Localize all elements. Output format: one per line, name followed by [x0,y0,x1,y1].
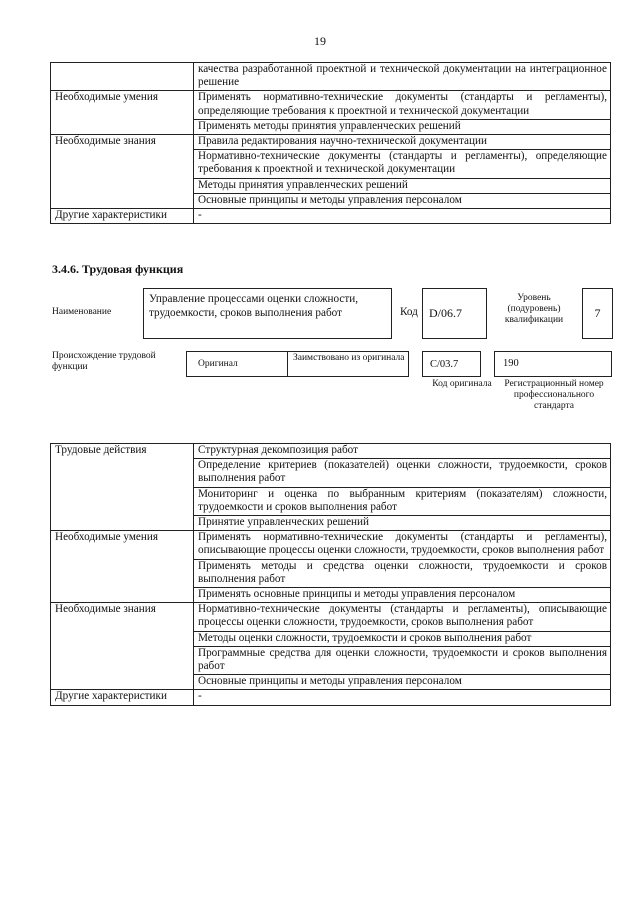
row-item: Основные принципы и методы управления персоналом [194,193,611,208]
function-code-box [422,288,487,339]
row-label [51,63,194,91]
row-item: Определение критериев (показателей) оценки сложности, трудоемкости, сроков выполнения работ [194,459,611,487]
row-label: Необходимые знания [51,135,194,209]
function-name-box [143,288,392,339]
table-row [51,209,611,224]
origin-reg-caption: Регистрационный номер профессионального стандарта [504,379,604,411]
table-row [51,690,611,705]
origin-code-caption: Код оригинала [432,379,492,389]
table-row [51,91,611,119]
origin-code-cell [422,351,481,377]
row-item: Применять нормативно-технические документы (стандарты и регламенты), описывающие процессы оценки сложности, трудоемкости, сроков выполнения работ [194,531,611,559]
function-details-table [50,443,611,706]
origin-code-value: C/03.7 [430,359,459,370]
origin-label: Происхождение трудовой функции [52,351,156,372]
row-item: Структурная декомпозиция работ [194,444,611,459]
row-item: Мониторинг и оценка по выбранным критериям (показателям) сложности, трудоемкости и сроков выполнения работ [194,487,611,515]
level-label: Уровень (подуровень) квалификации [504,293,564,325]
row-item: Применять методы принятия управленческих решений [194,119,611,134]
table-row [51,135,611,150]
name-label: Наименование [52,307,112,317]
level-value: 7 [594,306,601,320]
origin-reg-value: 190 [503,358,519,369]
row-label: Необходимые знания [51,603,194,690]
row-label: Необходимые умения [51,91,194,135]
origin-borrowed-text: Заимствовано из оригинала [293,353,405,363]
row-item: - [194,690,611,705]
origin-original-cell [186,351,288,377]
code-label: Код [400,306,418,318]
row-item: Методы принятия управленческих решений [194,178,611,193]
function-name-value: Управление процессами оценки сложности, трудоемкости, сроков выполнения работ [149,293,359,319]
row-item: Применять методы и средства оценки сложности, трудоемкости и сроков выполнения работ [194,559,611,587]
row-label: Необходимые умения [51,531,194,603]
row-item: Нормативно-технические документы (стандарты и регламенты), определяющие требования к проектной и технической документации [194,150,611,178]
origin-reg-cell [494,351,612,377]
row-label: Трудовые действия [51,444,194,531]
section-title: 3.4.6. Трудовая функция [52,262,184,276]
row-item: Программные средства для оценки сложности, трудоемкости и сроков выполнения работ [194,646,611,674]
row-item: Основные принципы и методы управления персоналом [194,675,611,690]
row-item: качества разработанной проектной и технической документации на интеграционное решение [194,63,611,91]
table-row [51,603,611,631]
origin-original-text: Оригинал [198,359,238,369]
table-row [51,444,611,459]
row-item: Методы оценки сложности, трудоемкости и сроков выполнения работ [194,631,611,646]
table-row [51,531,611,559]
page-number: 19 [314,34,326,48]
function-code-value: D/06.7 [429,306,462,320]
row-item: Применять основные принципы и методы управления персоналом [194,588,611,603]
row-label: Другие характеристики [51,209,194,224]
table-row [51,63,611,91]
row-item: Применять нормативно-технические документы (стандарты и регламенты), определяющие требования к проектной и технической документации [194,91,611,119]
row-item: Принятие управленческих решений [194,516,611,531]
skills-table-continued [50,62,611,224]
row-item: - [194,209,611,224]
row-item: Нормативно-технические документы (стандарты и регламенты), описывающие процессы оценки сложности, трудоемкости, сроков выполнения работ [194,603,611,631]
origin-row [186,351,611,376]
origin-borrowed-cell [287,351,409,377]
level-box [582,288,613,339]
row-label: Другие характеристики [51,690,194,705]
row-item: Правила редактирования научно-технической документации [194,135,611,150]
